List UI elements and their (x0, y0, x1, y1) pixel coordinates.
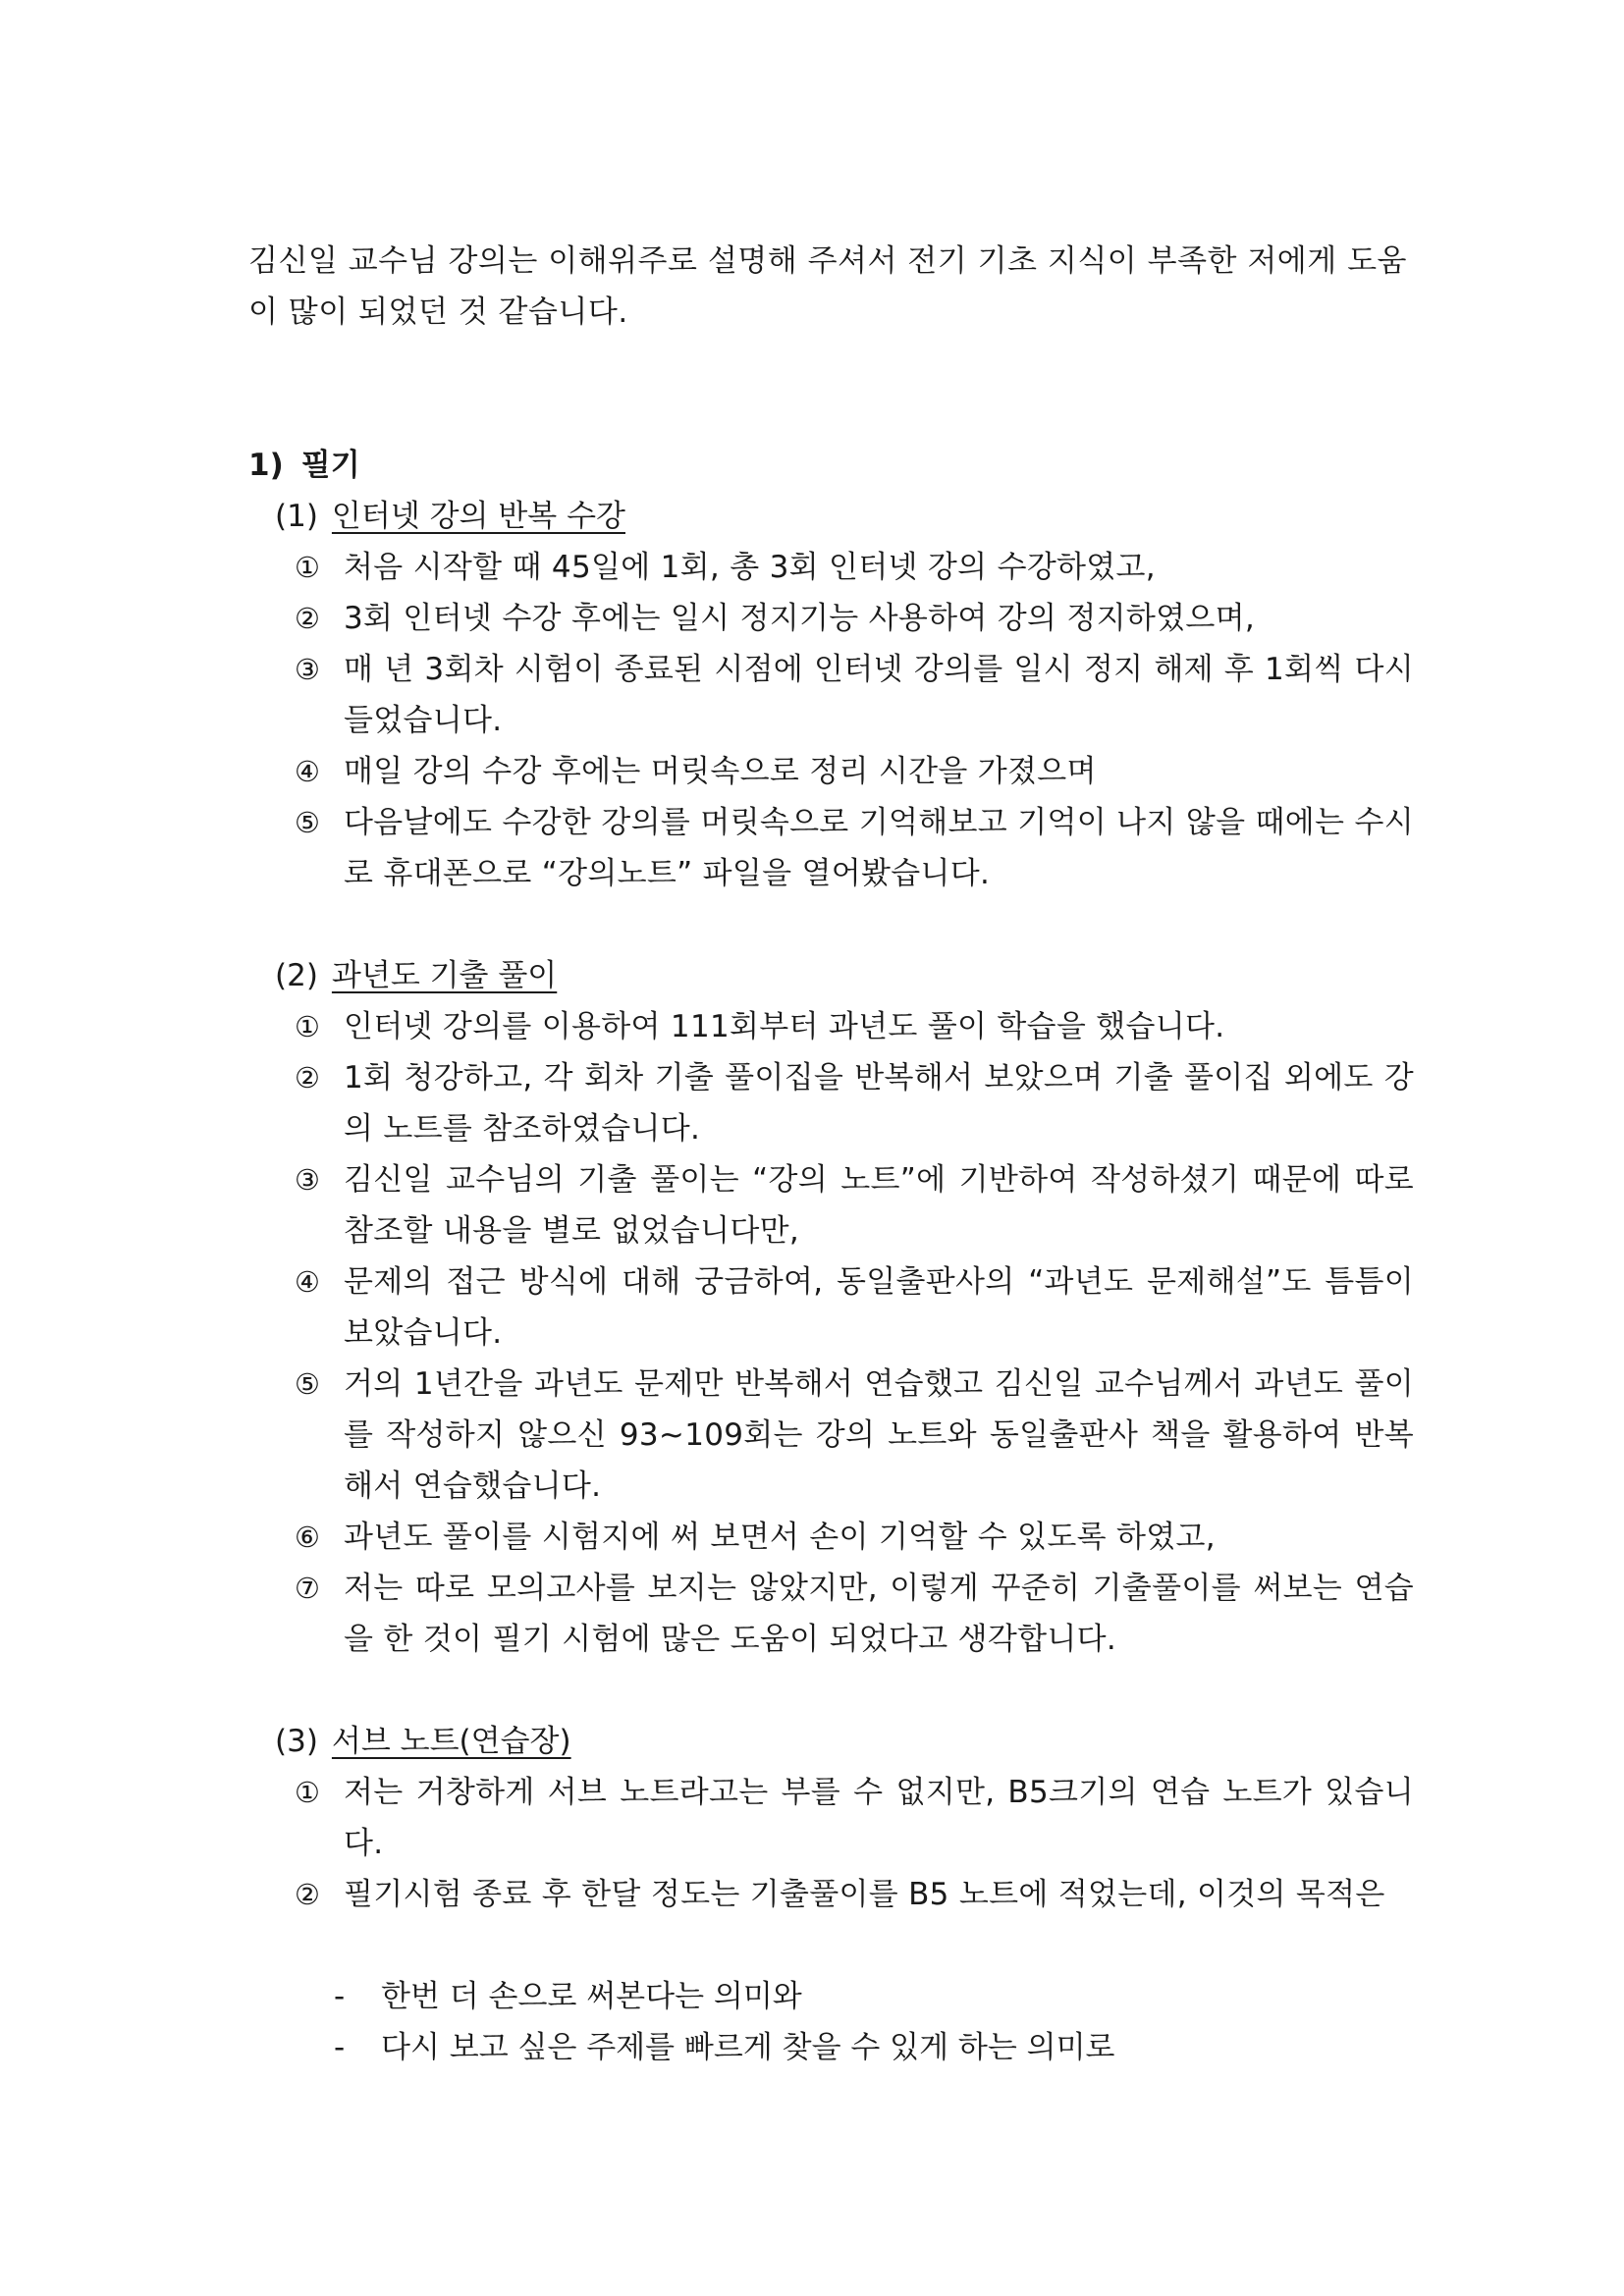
list-item-text: 과년도 풀이를 시험지에 써 보면서 손이 기억할 수 있도록 하였고, (344, 1520, 1216, 1555)
list-item-text: 문제의 접근 방식에 대해 궁금하여, 동일출판사의 “과년도 문제해설”도 틈틈이 보았습니다. (344, 1264, 1414, 1351)
list-item (295, 1767, 1414, 1869)
subsection-number: (1) (275, 499, 318, 534)
list-marker: ④ (295, 1265, 320, 1299)
subsection-heading-2 (275, 950, 557, 1001)
subsection-number: (3) (275, 1724, 318, 1759)
list-marker: ③ (295, 1163, 320, 1197)
list-marker: ⑥ (295, 1521, 320, 1554)
list-marker: ⑤ (295, 1367, 320, 1401)
list-item (295, 1001, 1414, 1052)
list-item-text: 거의 1년간을 과년도 문제만 반복해서 연습했고 김신일 교수님께서 과년도 풀이를 작성하지 않으신 93~109회는 강의 노트와 동일출판사 책을 활용하여 반복해서 연습했습니다. (344, 1366, 1414, 1504)
subsection-title: 인터넷 강의 반복 수강 (331, 499, 625, 534)
list-marker: ② (295, 1878, 320, 1911)
list-item-text: 저는 거창하게 서브 노트라고는 부를 수 없지만, B5크기의 연습 노트가 있습니다. (344, 1775, 1414, 1861)
list-marker: ⑦ (295, 1572, 320, 1605)
list-item-text: 필기시험 종료 후 한달 정도는 기출풀이를 B5 노트에 적었는데, 이것의 목적은 (344, 1877, 1385, 1912)
list-marker: ⑤ (295, 806, 320, 839)
list-item (295, 1869, 1414, 1920)
list-marker: ① (295, 551, 320, 584)
list-item (295, 1256, 1414, 1359)
list-item (295, 1563, 1414, 1665)
subsection-title: 과년도 기출 풀이 (331, 958, 558, 993)
list-item (295, 1512, 1414, 1563)
section-heading (248, 440, 360, 491)
list-marker: ① (295, 1010, 320, 1043)
dash-item-text: 한번 더 손으로 써본다는 의미와 (381, 1979, 802, 2014)
list-item (295, 542, 1414, 593)
dash-item-text: 다시 보고 싶은 주제를 빠르게 찾을 수 있게 하는 의미로 (381, 2030, 1115, 2065)
list-item-text: 처음 시작할 때 45일에 1회, 총 3회 인터넷 강의 수강하였고, (344, 550, 1156, 585)
section-number: 1) (248, 448, 284, 483)
subsection-heading-1 (275, 491, 625, 542)
list-item (295, 1359, 1414, 1512)
list-item (295, 1052, 1414, 1154)
list-item (295, 644, 1414, 746)
list-item (295, 1154, 1414, 1256)
subsection-title: 서브 노트(연습장) (331, 1724, 571, 1759)
list-item (295, 746, 1414, 797)
subsection-number: (2) (275, 958, 318, 993)
list-item (295, 593, 1414, 644)
dash-marker: - (334, 1979, 346, 2014)
list-item-text: 다음날에도 수강한 강의를 머릿속으로 기억해보고 기억이 나지 않을 때에는 수시로 휴대폰으로 “강의노트” 파일을 열어봤습니다. (344, 805, 1414, 891)
intro-paragraph: 김신일 교수님 강의는 이해위주로 설명해 주셔서 전기 기초 지식이 부족한 저에게 도움이 많이 되었던 것 같습니다. (248, 243, 1407, 330)
dash-marker: - (334, 2030, 346, 2065)
dash-item (334, 2022, 1115, 2073)
list-item-text: 매일 강의 수강 후에는 머릿속으로 정리 시간을 가졌으며 (344, 754, 1097, 789)
list-marker: ② (295, 602, 320, 635)
list-marker: ④ (295, 755, 320, 788)
list-item (295, 797, 1414, 899)
list-marker: ② (295, 1061, 320, 1095)
section-title: 필기 (300, 448, 360, 483)
list-item-text: 매 년 3회차 시험이 종료된 시점에 인터넷 강의를 일시 정지 해제 후 1회씩 다시 들었습니다. (344, 652, 1414, 738)
list-item-text: 저는 따로 모의고사를 보지는 않았지만, 이렇게 꾸준히 기출풀이를 써보는 연습을 한 것이 필기 시험에 많은 도움이 되었다고 생각합니다. (344, 1571, 1414, 1657)
list-marker: ③ (295, 653, 320, 686)
list-marker: ① (295, 1776, 320, 1809)
list-item-text: 인터넷 강의를 이용하여 111회부터 과년도 풀이 학습을 했습니다. (344, 1009, 1225, 1044)
subsection-heading-3 (275, 1716, 571, 1767)
dash-item (334, 1971, 802, 2022)
list-item-text: 1회 청강하고, 각 회차 기출 풀이집을 반복해서 보았으며 기출 풀이집 외에도 강의 노트를 참조하였습니다. (344, 1060, 1414, 1147)
list-item-text: 3회 인터넷 수강 후에는 일시 정지기능 사용하여 강의 정지하였으며, (344, 601, 1256, 636)
list-item-text: 김신일 교수님의 기출 풀이는 “강의 노트”에 기반하여 작성하셨기 때문에 따로 참조할 내용을 별로 없었습니다만, (344, 1162, 1414, 1249)
